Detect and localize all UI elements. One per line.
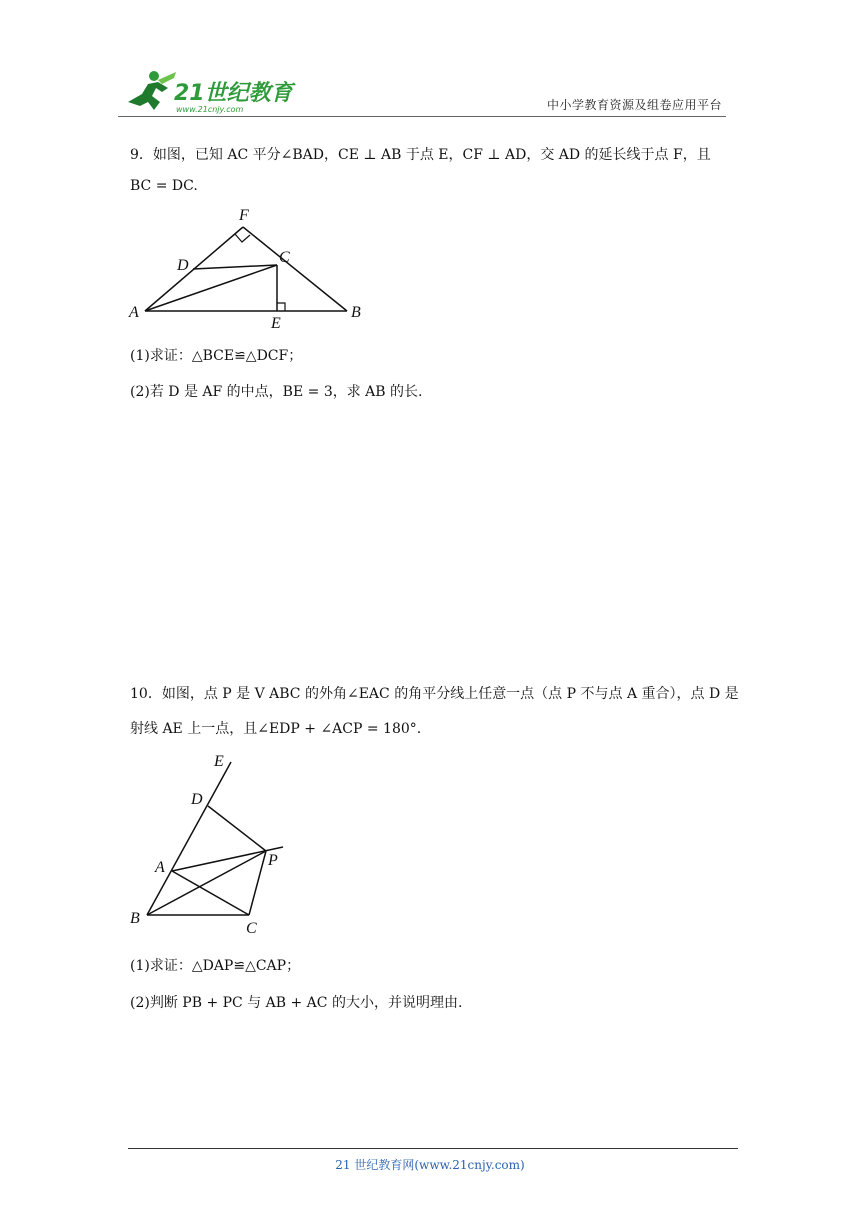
footer-link[interactable]: 21 世纪教育网(www.21cnjy.com) <box>335 1158 525 1172</box>
q9-figure <box>125 202 375 334</box>
q10-stem-line2: 射线 AE 上一点，且∠EDP + ∠ACP = 180°. <box>130 721 422 737</box>
runner-logo-icon <box>118 66 298 116</box>
q10-figure <box>125 748 315 940</box>
label-A: A <box>155 859 165 876</box>
brand-logo <box>118 66 298 116</box>
label-B: B <box>130 910 140 927</box>
label-D: D <box>177 257 189 274</box>
q9-part1: (1)求证：△BCE≌△DCF； <box>130 348 303 364</box>
label-F: F <box>239 207 249 224</box>
label-C: C <box>246 920 257 937</box>
segment-DP <box>208 806 266 851</box>
label-B: B <box>351 304 361 321</box>
right-angle-mark-F <box>235 234 250 242</box>
header-divider <box>118 116 726 117</box>
footer-divider <box>128 1148 738 1149</box>
q10-part1: (1)求证：△DAP≌△CAP； <box>130 958 301 974</box>
right-angle-mark-E <box>277 303 285 311</box>
segment-DC <box>193 265 277 269</box>
label-E: E <box>214 753 224 770</box>
q9-stem-line1: 9．如图，已知 AC 平分∠BAD，CE ⊥ AB 于点 E，CF ⊥ AD，交 AD 的延长线于点 F，且 <box>130 147 711 163</box>
segment-CP <box>249 851 266 915</box>
logo-url: www.21cnjy.com <box>176 105 244 114</box>
segment-AC <box>172 871 249 915</box>
platform-caption: 中小学教育资源及组卷应用平台 <box>546 98 722 112</box>
segment-AC <box>145 265 277 311</box>
q10-part2: (2)判断 PB + PC 与 AB + AC 的大小，并说明理由. <box>130 995 463 1011</box>
q10-stem-line1: 10．如图，点 P 是 V ABC 的外角∠EAC 的角平分线上任意一点（点 P 不与点 A 重合），点 D 是 <box>130 686 739 702</box>
label-E: E <box>271 315 281 332</box>
segment-FB <box>243 227 347 311</box>
label-A: A <box>129 304 139 321</box>
label-P: P <box>268 852 278 869</box>
bisector-AP <box>172 847 283 871</box>
q9-stem-line2: BC = DC. <box>130 178 198 194</box>
q9-part2: (2)若 D 是 AF 的中点，BE = 3，求 AB 的长. <box>130 384 423 400</box>
label-D: D <box>191 791 203 808</box>
label-C: C <box>279 249 290 266</box>
logo-text: 21世纪教育 <box>174 81 293 106</box>
